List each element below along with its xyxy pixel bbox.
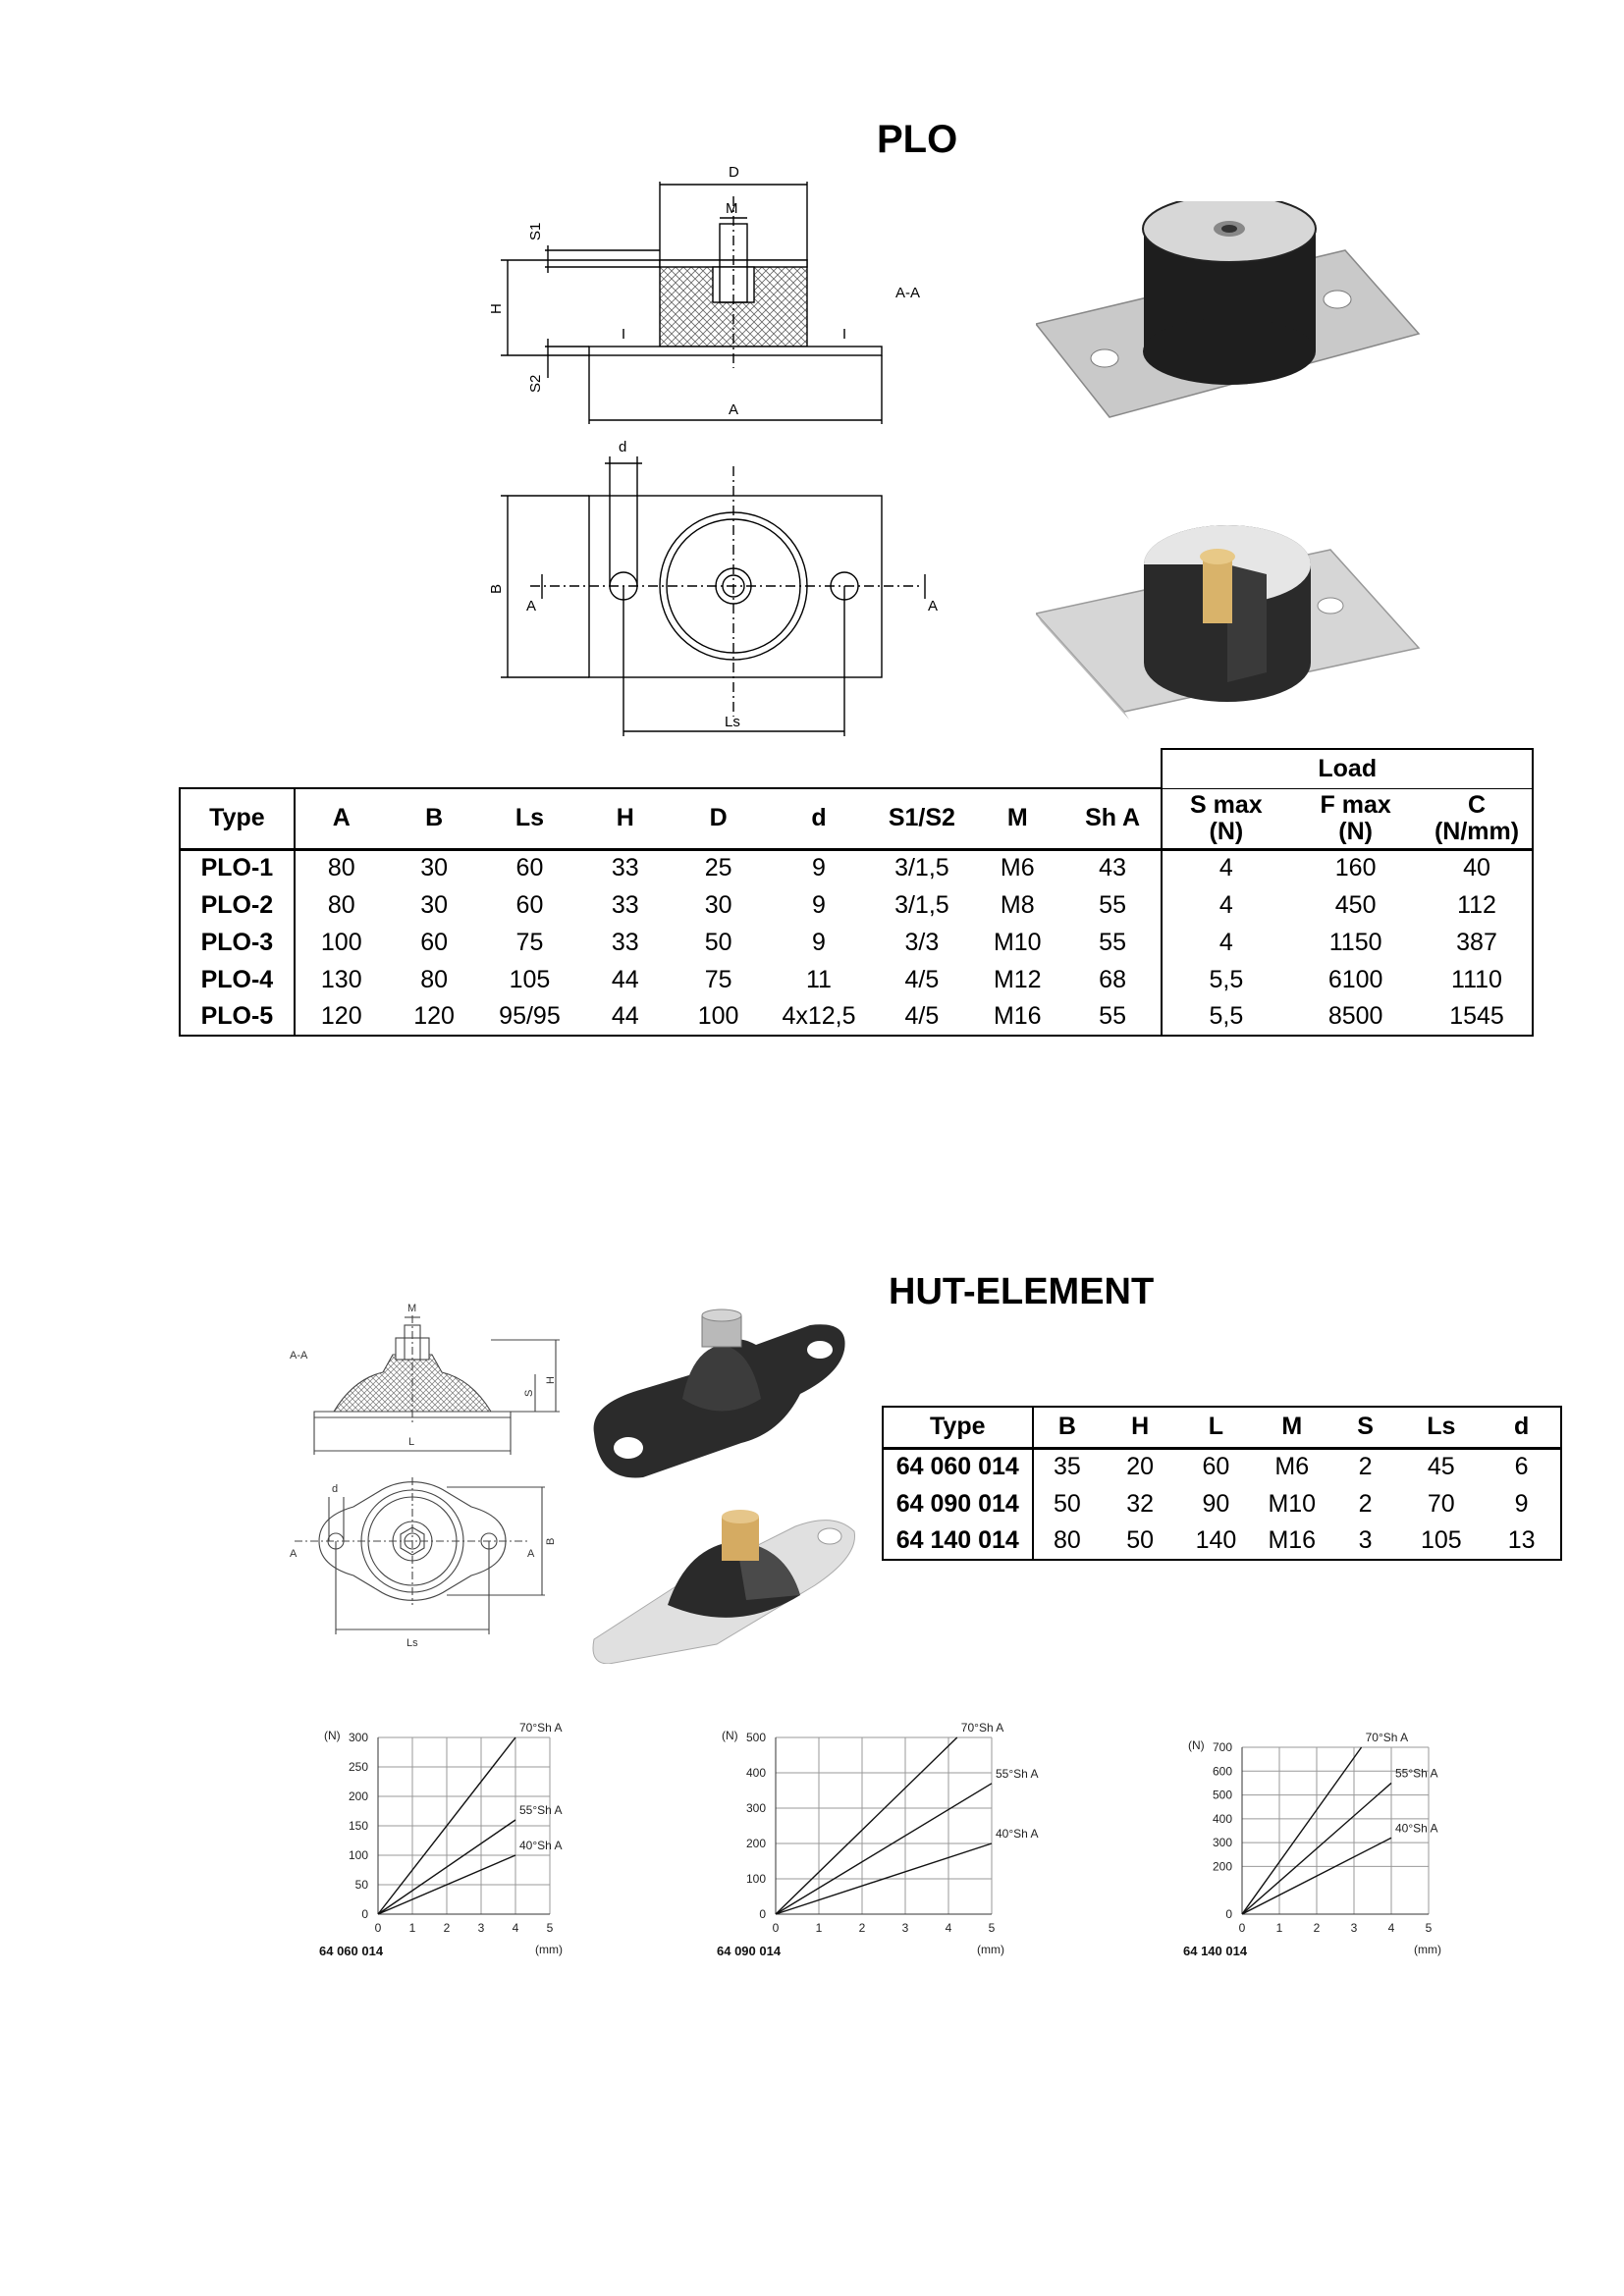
hut-row (883, 1448, 1561, 1485)
hut-label-B: B (545, 1537, 557, 1545)
series-label: 70°Sh A (519, 1721, 563, 1735)
plo-col-Ls: Ls (481, 788, 579, 849)
plo-value-cell: 33 (611, 890, 639, 919)
y-tick-label: 0 (361, 1907, 368, 1921)
y-tick-label: 0 (759, 1907, 766, 1921)
plo-value-cell: 5,5 (1209, 965, 1244, 993)
chart-plot (717, 1721, 1039, 1958)
x-tick-label: 0 (374, 1921, 382, 1935)
label-Ls: Ls (725, 714, 740, 730)
chart-64-060-014 (304, 1713, 638, 1963)
plo-value-cell: 30 (704, 890, 732, 919)
plo-value-cell: 68 (1064, 961, 1163, 998)
plo-value-cell: 3/3 (904, 928, 940, 956)
hut-value-cell: 2 (1358, 1453, 1373, 1481)
hut-header-row (883, 1407, 1561, 1448)
plo-row (180, 924, 1533, 961)
series-line (776, 1784, 992, 1914)
chart-plot (1183, 1731, 1441, 1958)
plo-value-cell: 80 (327, 854, 355, 882)
plo-type-cell: PLO-2 (180, 886, 295, 924)
hut-label-S: S (523, 1389, 535, 1397)
hut-technical-drawing (285, 1296, 589, 1659)
hut-row (883, 1522, 1561, 1560)
plo-type-cell: PLO-3 (180, 924, 295, 961)
plo-value-cell: 9 (812, 854, 826, 882)
hut-value-cell: 2 (1358, 1489, 1373, 1518)
plo-value-cell: 100 (672, 998, 765, 1036)
chart-title: 64 140 014 (1183, 1944, 1248, 1958)
hut-value-cell: M16 (1268, 1526, 1317, 1554)
y-tick-label: 150 (348, 1819, 368, 1833)
plo-value-cell: M6 (1000, 854, 1035, 882)
plo-row (180, 961, 1533, 998)
plo-value-cell: 6100 (1327, 965, 1383, 993)
x-tick-label: 5 (546, 1921, 554, 1935)
hut-value-cell: M10 (1268, 1489, 1317, 1518)
plo-col-S1S2: S1/S2 (873, 788, 971, 849)
hut-col-M: M (1281, 1413, 1303, 1441)
label-S2: S2 (527, 374, 544, 393)
plo-value-cell: 43 (1064, 849, 1163, 886)
hut-label-A-left: A (290, 1548, 298, 1560)
y-axis-label: (N) (324, 1729, 341, 1742)
plo-value-cell: 60 (515, 854, 544, 882)
x-tick-label: 1 (1275, 1921, 1283, 1935)
hut-type-cell: 64 090 014 (883, 1485, 1033, 1522)
plo-value-cell: 44 (611, 965, 639, 993)
x-tick-label: 4 (945, 1921, 952, 1935)
hut-label-H: H (545, 1376, 557, 1384)
plo-value-cell: 5,5 (1162, 998, 1289, 1036)
y-tick-label: 500 (745, 1731, 766, 1744)
plo-value-cell: M8 (1000, 890, 1035, 919)
hut-value-cell: 70 (1427, 1489, 1455, 1518)
chart-title: 64 090 014 (717, 1944, 782, 1958)
hut-value-cell: 50 (1054, 1489, 1081, 1518)
plo-load-header-row (180, 749, 1533, 788)
y-tick-label: 200 (1212, 1859, 1232, 1874)
plo-type-cell: PLO-1 (180, 849, 295, 886)
label-S1: S1 (527, 222, 544, 240)
plo-col-M: M (971, 788, 1064, 849)
y-tick-label: 50 (354, 1878, 368, 1892)
x-tick-label: 5 (988, 1921, 996, 1935)
hut-value-cell: M6 (1274, 1453, 1310, 1481)
plo-col-H: H (578, 788, 672, 849)
plo-col-Smax: S max (N) (1162, 788, 1289, 849)
x-tick-label: 0 (772, 1921, 780, 1935)
hut-label-L: L (408, 1436, 415, 1448)
hut-cutaway-photo (589, 1507, 859, 1664)
plo-load-header: Load (1162, 749, 1533, 788)
chart-64-090-014 (702, 1713, 1080, 1963)
hut-value-cell: 60 (1202, 1453, 1230, 1481)
series-line (776, 1737, 957, 1914)
y-axis-label: (N) (722, 1729, 738, 1742)
plo-value-cell: 9 (812, 928, 826, 956)
plo-value-cell: 40 (1422, 849, 1533, 886)
series-label: 40°Sh A (1395, 1821, 1438, 1836)
y-tick-label: 100 (348, 1848, 368, 1862)
plo-col-B: B (388, 788, 481, 849)
hut-col-B: B (1057, 1413, 1076, 1441)
hut-row (883, 1485, 1561, 1522)
hut-label-section-AA: A-A (290, 1350, 308, 1362)
plo-row (180, 998, 1533, 1036)
hut-type-cell: 64 060 014 (883, 1448, 1033, 1485)
y-tick-label: 300 (745, 1801, 766, 1815)
hut-value-cell: 6 (1514, 1453, 1529, 1481)
plo-value-cell: 3/1,5 (894, 890, 949, 919)
plo-value-cell: 4/5 (904, 965, 940, 993)
plo-value-cell: 112 (1422, 886, 1533, 924)
plo-value-cell: 4x12,5 (765, 998, 873, 1036)
plo-value-cell: 60 (420, 928, 448, 956)
label-section-A-left: A (526, 598, 537, 614)
plo-product-photo (1036, 201, 1429, 427)
plo-value-cell: 4/5 (873, 998, 971, 1036)
plo-value-cell: 450 (1334, 890, 1377, 919)
hut-col-type: Type (883, 1407, 1033, 1448)
plo-value-cell: 9 (812, 890, 826, 919)
label-section-AA: A-A (895, 285, 921, 301)
label-D: D (729, 164, 739, 181)
plo-value-cell: 33 (611, 928, 639, 956)
y-axis-label: (N) (1188, 1738, 1205, 1752)
plo-value-cell: 30 (420, 890, 448, 919)
plo-value-cell: 75 (704, 965, 732, 993)
hut-label-M: M (407, 1303, 417, 1314)
hut-product-photo (584, 1306, 854, 1487)
plo-value-cell: 4 (1218, 890, 1233, 919)
hut-col-L: L (1208, 1413, 1224, 1441)
hut-col-d: d (1513, 1413, 1530, 1441)
plo-value-cell: 1110 (1422, 961, 1533, 998)
plo-value-cell: M16 (971, 998, 1064, 1036)
hut-value-cell: 32 (1126, 1489, 1155, 1518)
plo-col-C: C (N/mm) (1422, 788, 1533, 849)
hut-value-cell: 35 (1054, 1453, 1081, 1481)
y-tick-label: 600 (1212, 1764, 1232, 1779)
hut-value-cell: 140 (1195, 1526, 1237, 1554)
plo-value-cell: 55 (1064, 998, 1163, 1036)
plo-value-cell: 120 (295, 998, 388, 1036)
chart-64-140-014 (1168, 1723, 1517, 1963)
series-label: 40°Sh A (519, 1839, 563, 1852)
series-label: 55°Sh A (519, 1803, 563, 1817)
y-tick-label: 250 (348, 1760, 368, 1774)
hut-value-cell: 13 (1507, 1526, 1536, 1554)
hut-value-cell: 90 (1202, 1489, 1230, 1518)
label-A: A (729, 401, 739, 418)
x-tick-label: 1 (408, 1921, 416, 1935)
x-tick-label: 2 (443, 1921, 451, 1935)
hut-label-Ls: Ls (406, 1637, 418, 1649)
plo-value-cell: 130 (320, 965, 362, 993)
plo-cutaway-photo (1036, 506, 1429, 731)
x-tick-label: 5 (1425, 1921, 1433, 1935)
hut-title: HUT-ELEMENT (889, 1271, 1155, 1312)
y-tick-label: 200 (745, 1837, 766, 1850)
plo-col-A: A (295, 788, 388, 849)
y-tick-label: 300 (1212, 1836, 1232, 1850)
plo-type-cell: PLO-4 (180, 961, 295, 998)
series-label: 70°Sh A (960, 1721, 1004, 1735)
x-tick-label: 2 (858, 1921, 866, 1935)
chart-title: 64 060 014 (319, 1944, 384, 1958)
plo-value-cell: 80 (327, 890, 355, 919)
x-tick-label: 2 (1313, 1921, 1321, 1935)
plo-technical-drawing (471, 157, 943, 746)
hut-value-cell: 3 (1358, 1526, 1373, 1554)
label-section-A-right: A (928, 598, 939, 614)
plo-value-cell: M10 (993, 928, 1042, 956)
plo-title: PLO (877, 118, 958, 161)
hut-value-cell: 50 (1126, 1526, 1155, 1554)
plo-col-type: Type (180, 788, 295, 849)
y-tick-label: 200 (348, 1789, 368, 1803)
y-tick-label: 300 (348, 1731, 368, 1744)
plo-value-cell: 1150 (1328, 928, 1382, 956)
label-H: H (488, 303, 505, 314)
x-axis-label: (mm) (1414, 1943, 1441, 1956)
plo-value-cell: M12 (993, 965, 1042, 993)
y-tick-label: 100 (745, 1872, 766, 1886)
hut-col-Ls: Ls (1427, 1413, 1456, 1441)
plo-value-cell: 80 (420, 965, 448, 993)
plo-spec-table (179, 748, 1534, 1037)
plo-value-cell: 1545 (1422, 998, 1533, 1036)
label-M: M (726, 200, 738, 217)
label-d: d (619, 439, 627, 455)
plo-value-cell: 8500 (1289, 998, 1422, 1036)
plo-value-cell: 75 (515, 928, 544, 956)
series-label: 55°Sh A (1395, 1766, 1438, 1781)
plo-value-cell: 11 (806, 965, 832, 993)
x-tick-label: 0 (1238, 1921, 1246, 1935)
plo-value-cell: 160 (1334, 854, 1377, 882)
plo-value-cell: 4 (1218, 854, 1233, 882)
hut-label-A-right: A (527, 1548, 535, 1560)
hut-spec-table (882, 1406, 1562, 1561)
hut-value-cell: 80 (1054, 1526, 1081, 1554)
plo-value-cell: 105 (509, 965, 551, 993)
plo-row (180, 886, 1533, 924)
plo-row (180, 849, 1533, 886)
series-label: 70°Sh A (1365, 1731, 1409, 1744)
plo-value-cell: 50 (704, 928, 732, 956)
hut-value-cell: 20 (1126, 1453, 1155, 1481)
hut-label-d: d (332, 1483, 339, 1495)
y-tick-label: 700 (1212, 1740, 1232, 1754)
plo-header-row (180, 788, 1533, 849)
x-tick-label: 1 (815, 1921, 823, 1935)
series-label: 55°Sh A (996, 1766, 1039, 1781)
chart-plot (319, 1721, 563, 1958)
x-axis-label: (mm) (977, 1943, 1004, 1956)
hut-value-cell: 105 (1420, 1526, 1462, 1554)
plo-value-cell: 95/95 (481, 998, 579, 1036)
plo-col-D: D (672, 788, 765, 849)
x-tick-label: 3 (901, 1921, 909, 1935)
hut-type-cell: 64 140 014 (883, 1522, 1033, 1560)
label-B: B (488, 583, 505, 594)
plo-value-cell: 25 (704, 854, 732, 882)
plo-col-d: d (765, 788, 873, 849)
plo-value-cell: 100 (320, 928, 362, 956)
plo-value-cell: 3/1,5 (894, 854, 949, 882)
x-axis-label: (mm) (535, 1943, 563, 1956)
y-tick-label: 0 (1225, 1907, 1232, 1921)
plo-col-Fmax: F max (N) (1289, 788, 1422, 849)
x-tick-label: 3 (477, 1921, 485, 1935)
series-label: 40°Sh A (996, 1827, 1039, 1841)
y-tick-label: 400 (745, 1766, 766, 1780)
y-tick-label: 400 (1212, 1811, 1232, 1826)
plo-value-cell: 33 (611, 854, 639, 882)
x-tick-label: 4 (1387, 1921, 1395, 1935)
plo-value-cell: 60 (515, 890, 544, 919)
hut-value-cell: 45 (1427, 1453, 1455, 1481)
series-line (1242, 1747, 1362, 1914)
hut-col-H: H (1131, 1413, 1150, 1441)
plo-value-cell: 120 (388, 998, 481, 1036)
hut-value-cell: 9 (1514, 1489, 1529, 1518)
hut-col-S: S (1357, 1413, 1374, 1441)
y-tick-label: 500 (1212, 1788, 1232, 1802)
x-tick-label: 3 (1350, 1921, 1358, 1935)
plo-value-cell: 387 (1422, 924, 1533, 961)
plo-value-cell: 30 (420, 854, 448, 882)
plo-value-cell: 4 (1218, 928, 1233, 956)
plo-value-cell: 55 (1064, 924, 1163, 961)
plo-value-cell: 44 (578, 998, 672, 1036)
plo-value-cell: 55 (1064, 886, 1163, 924)
plo-col-ShA: Sh A (1064, 788, 1163, 849)
x-tick-label: 4 (512, 1921, 519, 1935)
plo-type-cell: PLO-5 (180, 998, 295, 1036)
